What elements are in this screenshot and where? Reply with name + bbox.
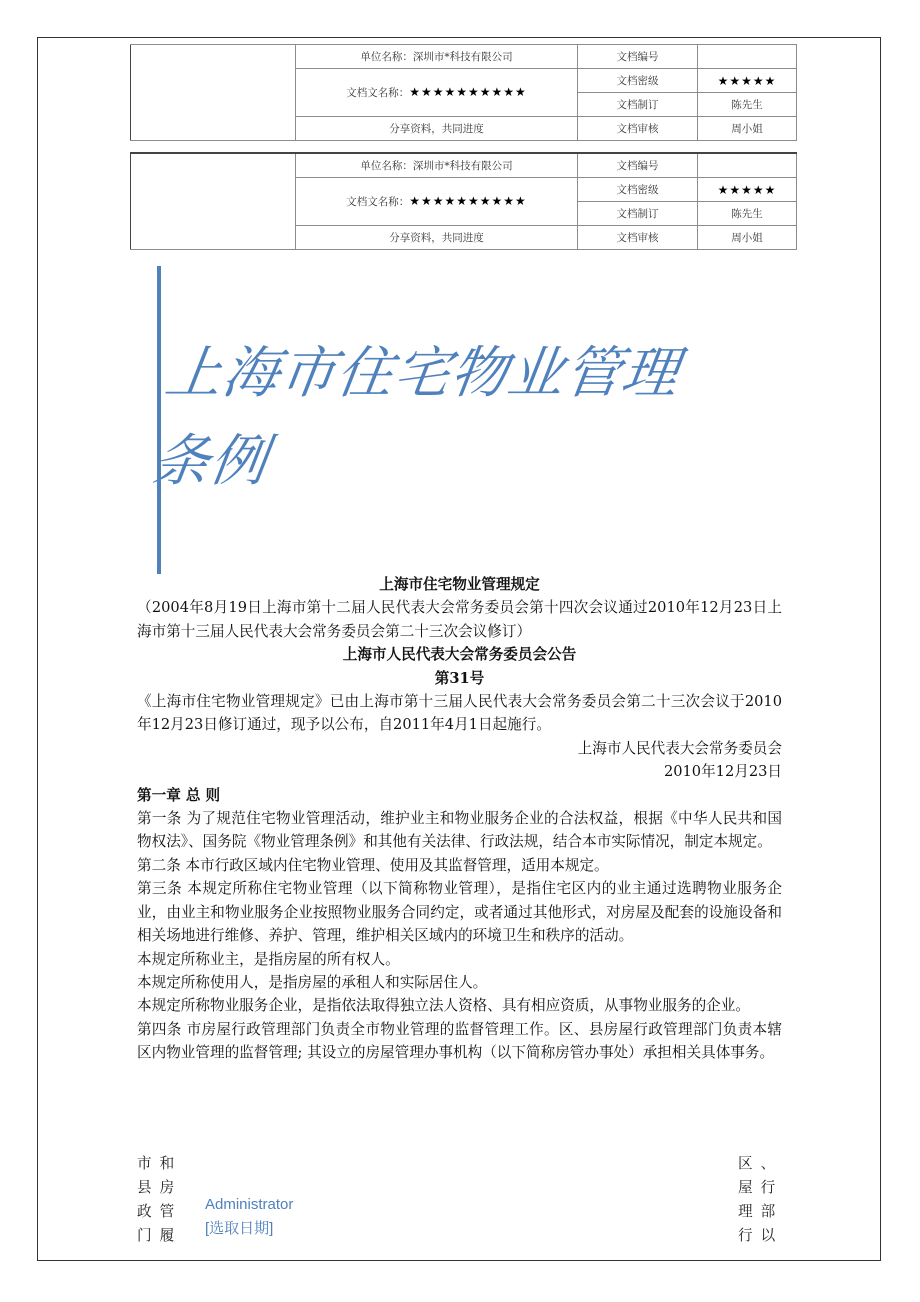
chapter-title: 第一章 总 则 (137, 786, 221, 804)
signatory: 上海市人民代表大会常务委员会 (577, 739, 782, 757)
document-info-table-1 (130, 44, 797, 141)
footer-line: 政管 (137, 1203, 183, 1220)
cover-title (147, 330, 772, 506)
field-label: 文档制订 (578, 93, 698, 117)
field-label: 文档密级 (578, 69, 698, 93)
doc-name-label: 文档文名称： (346, 87, 410, 99)
signed-date: 2010年12月23日 (663, 763, 782, 781)
footer-line: 区、 (738, 1155, 784, 1172)
footer-line: 县房 (137, 1179, 183, 1196)
doc-name-label: 文档文名称： (346, 196, 410, 208)
footer-line: 市和 (137, 1155, 183, 1172)
field-label: 文档制订 (578, 202, 698, 226)
footer-line: 屋行 (738, 1179, 784, 1196)
cover-title-line-2: 条例 (148, 429, 273, 494)
doc-name-value: ★★★★★★★★★★ (409, 85, 527, 99)
logo-cell (131, 45, 296, 141)
doc-name-value: ★★★★★★★★★★ (409, 194, 527, 208)
field-label: 文档审核 (578, 117, 698, 141)
document-body (137, 573, 782, 1065)
doc-name-cell (296, 178, 578, 226)
field-label: 文档编号 (578, 45, 698, 69)
footer-right-text (738, 1152, 783, 1248)
unit-name: 单位名称：深圳市*科技有限公司 (296, 45, 578, 69)
field-label: 文档审核 (578, 226, 698, 250)
field-value: 陈先生 (698, 93, 797, 117)
unit-name: 单位名称：深圳市*科技有限公司 (296, 153, 578, 178)
share-text: 分享资料，共同进度 (296, 117, 578, 141)
field-value (698, 45, 797, 69)
field-label: 文档密级 (578, 178, 698, 202)
article: 本规定所称使用人，是指房屋的承租人和实际居住人。 (137, 973, 488, 991)
field-value: ★★★★★ (698, 178, 797, 202)
field-label: 文档编号 (578, 153, 698, 178)
field-value: 周小姐 (698, 226, 797, 250)
footer-line: 理部 (738, 1203, 784, 1220)
announcement-title: 上海市人民代表大会常务委员会公告 (342, 646, 577, 664)
field-value: 周小姐 (698, 117, 797, 141)
footer-line: 行以 (738, 1227, 784, 1244)
document-heading: 上海市住宅物业管理规定 (379, 576, 540, 593)
article: 本规定所称物业服务企业，是指依法取得独立法人资格、具有相应资质，从事物业服务的企业。 (137, 997, 750, 1015)
article: 第三条 本规定所称住宅物业管理（以下简称物业管理），是指住宅区内的业主通过选聘物业服务企业，由业主和物业服务企业按照物业服务合同约定，或者通过其他形式，对房屋及配套的设施设备和相关场地进行维修、养护、管理，维护相关区域内的环境卫生和秩序的活动。 (137, 880, 782, 945)
document-history: （2004年8月19日上海市第十二届人民代表大会常务委员会第十四次会议通过2010年12月23日上海市第十三届人民代表大会常务委员会第二十三次会议修订） (137, 599, 782, 640)
field-value: 陈先生 (698, 202, 797, 226)
date-picker-placeholder[interactable]: [选取日期] (205, 1220, 274, 1237)
article: 本规定所称业主，是指房屋的所有权人。 (137, 950, 400, 968)
author-name: Administrator (205, 1196, 294, 1213)
article: 第四条 市房屋行政管理部门负责全市物业管理的监督管理工作。区、县房屋行政管理部门负责本辖区内物业管理的监督管理; 其设立的房屋管理办事机构（以下简称房管办事处）承担相关具体事务。 (137, 1020, 782, 1062)
field-value (698, 153, 797, 178)
logo-cell (131, 153, 296, 250)
share-text: 分享资料，共同进度 (296, 226, 578, 250)
doc-name-cell (296, 69, 578, 117)
announcement-number: 第31号 (434, 669, 485, 687)
cover-title-line-1: 上海市住宅物业管理 (161, 341, 684, 406)
article: 第二条 本市行政区域内住宅物业管理、使用及其监督管理，适用本规定。 (137, 856, 609, 874)
document-info-table-2 (130, 152, 797, 250)
footer-line: 门履 (137, 1227, 183, 1244)
footer-left-text (137, 1152, 182, 1248)
announcement-body: 《上海市住宅物业管理规定》已由上海市第十三届人民代表大会常务委员会第二十三次会议于2010年12月23日修订通过，现予以公布，自2011年4月1日起施行。 (137, 693, 782, 734)
author-block (205, 1193, 293, 1241)
field-value: ★★★★★ (698, 69, 797, 93)
article: 第一条 为了规范住宅物业管理活动，维护业主和物业服务企业的合法权益，根据《中华人民共和国物权法》、国务院《物业管理条例》和其他有关法律、行政法规，结合本市实际情况，制定本规定。 (137, 810, 782, 851)
